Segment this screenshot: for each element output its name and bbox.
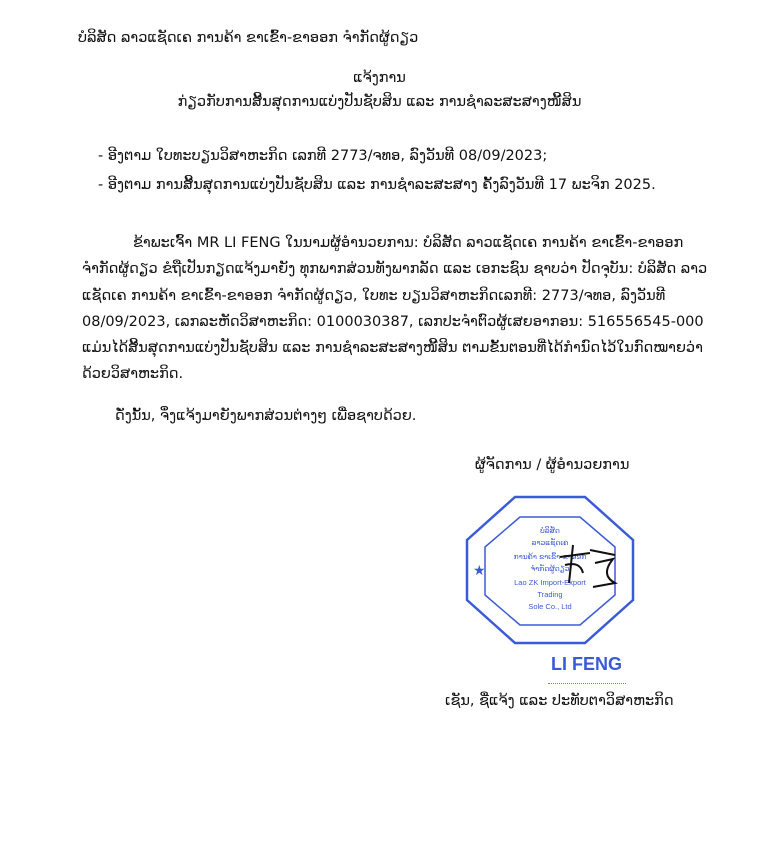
body-line: ດ້ວຍວິສາຫະກິດ. (82, 366, 184, 382)
reference-item: - ອີງຕາມ ການສິ້ນສຸດການແບ່ງປັນຊັບສິນ ແລະ ການຊຳລະສະສາງ ຄັ້ງລົງວັນທີ 17 ພະຈິກ 2025. (98, 177, 656, 193)
stamp-text: ລາວແຊັດເຄ (531, 538, 569, 547)
body-line: 08/09/2023, ເລກລະຫັດວິສາຫະກິດ: 0100030387, ເລກປະຈຳຕົວຜູ້ເສຍອາກອນ: 516556545-000 (82, 314, 704, 330)
document-title: ແຈ້ງການ (353, 70, 406, 86)
stamp-text: Sole Co., Ltd (528, 602, 572, 611)
stamp-text: ຈຳກັດຜູ້ດຽວ (530, 564, 570, 573)
closing-line: ດັ່ງນັ້ນ, ຈຶ່ງແຈ້ງມາຍັງພາກສ່ວນຕ່າງໆ ເພື່ອຊາບດ້ວຍ. (115, 408, 417, 424)
body-line: ແມ່ນໄດ້ສິ້ນສຸດການແບ່ງປັນຊັບສິນ ແລະ ການຊຳລະສະສາງໜີ້ສິນ ຕາມຂັ້ນຕອນທີ່ໄດ້ກຳນົດໄວ້ໃນກົດໝາຍວ່າ (82, 340, 703, 356)
signature-caption: ເຊັນ, ຊື່ແຈ້ງ ແລະ ປະທັບຕາວິສາຫະກິດ (445, 693, 674, 709)
company-header: ບໍລິສັດ ລາວແຊັດເຄ ການຄ້າ ຂາເຂົ້າ-ຂາອອກ ຈຳກັດຜູ້ດຽວ (78, 30, 419, 46)
signatory-name: LI FENG (551, 654, 622, 674)
stamp-text: Trading (537, 590, 563, 599)
body-line: ຂ້າພະເຈົ້າ MR LI FENG ໃນນາມຜູ້ອຳນວຍການ: ບໍລິສັດ ລາວແຊັດເຄ ການຄ້າ ຂາເຂົ້າ-ຂາອອກ (133, 235, 684, 251)
stamp-text: ການຄ້າ ຂາເຂົ້າ-ຂາອອກ (513, 552, 587, 561)
body-line: ແຊັດເຄ ການຄ້າ ຂາເຂົ້າ-ຂາອອກ ຈຳກັດຜູ້ດຽວ, ໃບທະ ບຽນວິສາຫະກິດເລກທີ: 2773/ຈທອ, ລົງວັນທີ (82, 288, 666, 304)
signatory-role: ຜູ້ຈັດການ / ຜູ້ອຳນວຍການ (475, 457, 630, 473)
company-stamp (465, 495, 635, 645)
stamp-text: ບໍລິສັດ (540, 526, 560, 535)
document-subject: ກ່ຽວກັບການສິ້ນສຸດການແບ່ງປັນຊັບສິນ ແລະ ການຊຳລະສະສາງໜີ້ສິນ (177, 94, 582, 110)
body-line: ຈຳກັດຜູ້ດຽວ ຂໍຖືເປັນກຽດແຈ້ງມາຍັງ ທຸກພາກສ່ວນທັງພາກລັດ ແລະ ເອກະຊົນ ຊາບວ່າ ປັດຈຸບັນ: ບໍລິສັດ ລາວ (82, 261, 708, 277)
stamp-text: Lao ZK Import-Export (514, 578, 586, 587)
svg-text:★: ★ (473, 563, 486, 579)
signature-underline (548, 683, 626, 684)
reference-item: - ອີງຕາມ ໃບທະບຽນວິສາຫະກິດ ເລກທີ 2773/ຈທອ, ລົງວັນທີ 08/09/2023; (98, 148, 548, 164)
